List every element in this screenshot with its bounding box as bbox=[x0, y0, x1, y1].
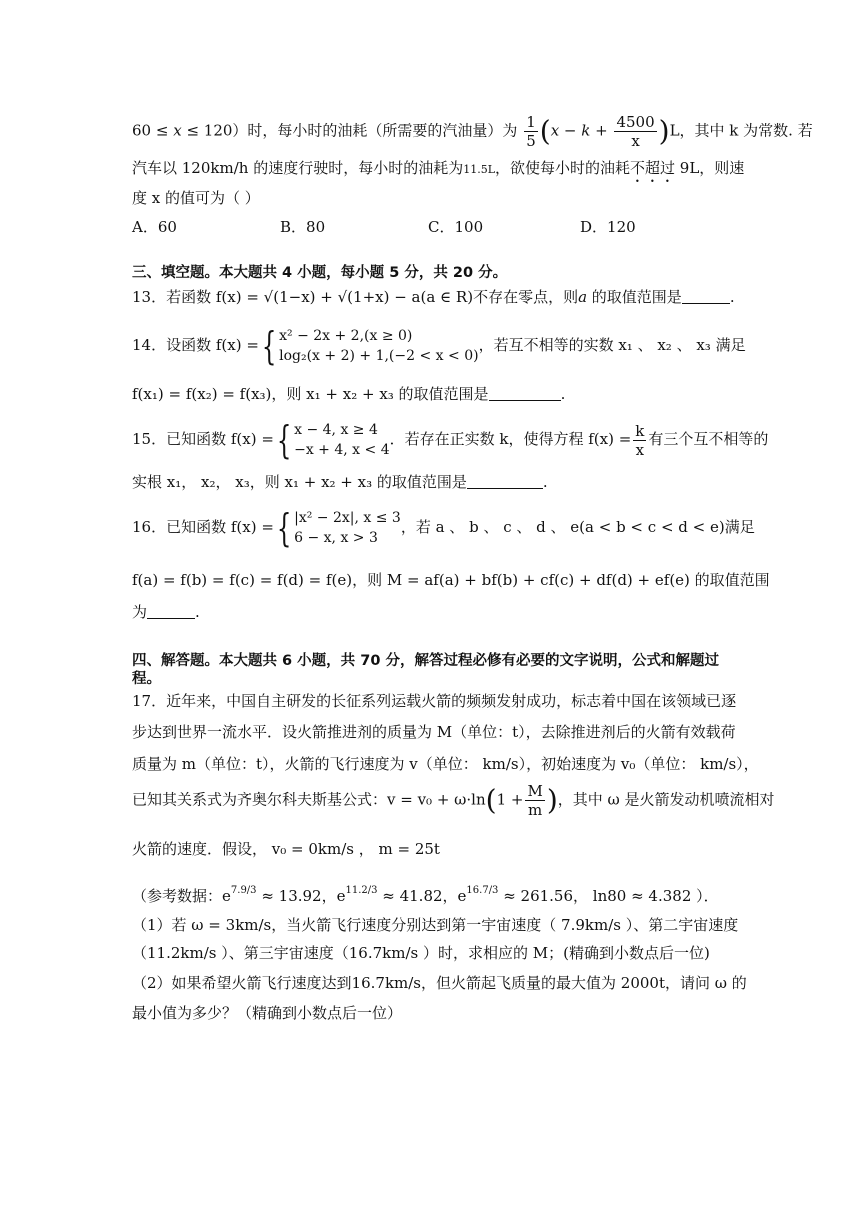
q17-ref1-base: e bbox=[222, 887, 231, 905]
q16-line2: f(a) = f(b) = f(c) = f(d) = f(e)，则 M = af(a) + bf(b) + cf(c) + df(d) + ef(e) 的取值范围 bbox=[132, 571, 770, 589]
q17-paren-open: ( bbox=[485, 783, 497, 817]
q13-period: . bbox=[729, 288, 735, 306]
q17-line1: 17．近年来，中国自主研发的长征系列运载火箭的频频发射成功，标志着中国在该领域已逐 bbox=[132, 692, 737, 710]
q17-frac bbox=[525, 782, 544, 819]
q12-line1 bbox=[132, 113, 813, 150]
q12-option-b: B．80 bbox=[280, 218, 326, 236]
q17-p2-line2: 最小值为多少？（精确到小数点后一位） bbox=[132, 1004, 403, 1022]
q17-ref4: ln80 ≈ 4.382 ）． bbox=[588, 887, 719, 905]
q17-ref2-base: e bbox=[336, 887, 346, 905]
q15-b: ．若存在正实数 k，使得方程 f(x) = bbox=[389, 430, 632, 448]
q17-line4-frac-a: 1 + bbox=[496, 790, 524, 809]
q17-p1-line1: （1）若 ω = 3km/s，当火箭飞行速度分别达到第一宇宙速度（ 7.9km/s ）、第二宇宙速度 bbox=[132, 916, 739, 934]
q12-frac1 bbox=[524, 113, 538, 150]
q15-c: 有三个互不相等的 bbox=[648, 430, 769, 448]
q12-line3: 度 x 的值可为（ ） bbox=[132, 189, 260, 207]
q17-ref bbox=[132, 880, 732, 907]
q16-period: . bbox=[195, 603, 200, 621]
q12-option-c: C．100 bbox=[428, 218, 484, 236]
q12-frac2-den: x bbox=[631, 132, 640, 150]
q14-line1 bbox=[132, 324, 746, 370]
q12-paren-open: ( bbox=[539, 114, 551, 148]
q13-a: 13．若函数 f(x) = √(1−x) + √(1+x) − a(a ∈ R)不存在零点，则 bbox=[132, 288, 579, 306]
q16-line3 bbox=[132, 601, 732, 623]
q15-period: . bbox=[542, 473, 548, 491]
q16-line1 bbox=[132, 506, 755, 552]
q14-blank bbox=[489, 384, 561, 401]
q13-c: 的取值范围是 bbox=[587, 288, 682, 306]
q17-line4-b: ，其中 ω 是火箭发动机喷流相对 bbox=[557, 790, 775, 809]
q12-line2-small: 11.5L bbox=[463, 163, 495, 176]
q17-ref3-exp: 16.7/3 bbox=[466, 885, 499, 896]
q12-option-a: A．60 bbox=[132, 218, 177, 236]
q13-blank bbox=[682, 287, 730, 304]
q15-a: 15．已知函数 f(x) = bbox=[132, 430, 274, 448]
q14-a: 14．设函数 f(x) = bbox=[132, 336, 259, 354]
q16-case2: 6 − x, x > 3 bbox=[294, 530, 378, 546]
q12-line1-d: L，其中 k 为常数. 若 bbox=[669, 121, 813, 140]
q17-ref3-base: e bbox=[457, 887, 467, 905]
q15-brace: { bbox=[276, 418, 292, 462]
q12-frac2-num: 4500 bbox=[616, 113, 655, 131]
q12-line2-b: ，欲使每小时的油耗 bbox=[495, 159, 631, 177]
q17-ref1-exp: 7.9/3 bbox=[230, 885, 257, 896]
q16-line3-text: 为 bbox=[132, 603, 148, 621]
q16-case1: |x² − 2x|, x ≤ 3 bbox=[294, 510, 401, 526]
q14-case2: log₂(x + 2) + 1,(−2 < x < 0) bbox=[279, 348, 479, 364]
q12-option-d: D．120 bbox=[580, 218, 636, 236]
q14-period: . bbox=[560, 385, 566, 403]
q17-line4-a: 已知其关系式为齐奥尔科夫斯基公式：v = v₀ + ω·ln bbox=[132, 790, 486, 809]
q15-line1 bbox=[132, 418, 769, 464]
q12-line2-dotted: 不超过 bbox=[630, 159, 676, 177]
q15-blank bbox=[467, 472, 543, 489]
q16-brace: { bbox=[276, 506, 292, 550]
q17-ref-a: （参考数据： bbox=[132, 887, 223, 905]
q13 bbox=[132, 286, 735, 308]
q12-line1-c: x − k + bbox=[550, 121, 613, 140]
q15-line2 bbox=[132, 471, 732, 493]
q12-frac1-num: 1 bbox=[526, 113, 536, 131]
q15-case1: x − 4, x ≥ 4 bbox=[294, 422, 378, 438]
q17-line5: 火箭的速度．假设， v₀ = 0km/s ， m = 25t bbox=[132, 840, 440, 858]
q14-line2-a: f(x₁) = f(x₂) = f(x₃)，则 x₁ + x₂ + x₃ 的取值范围是 bbox=[132, 385, 489, 403]
q12-frac2 bbox=[614, 113, 656, 150]
q17-line3: 质量为 m（单位：t），火箭的飞行速度为 v（单位： km/s），初始速度为 v₀（单位： km/s）， bbox=[132, 755, 759, 773]
q17-ref2-val: ≈ 41.82， bbox=[377, 887, 458, 905]
q15-case2: −x + 4, x < 4 bbox=[294, 442, 390, 458]
q17-frac-den: m bbox=[528, 801, 543, 819]
q16-cases bbox=[294, 508, 401, 548]
q14-cases bbox=[279, 326, 478, 366]
q12-line2 bbox=[132, 157, 745, 186]
q15-cases bbox=[294, 420, 390, 460]
q17-ref2-exp: 11.2/3 bbox=[345, 885, 378, 896]
q17-paren-close: ) bbox=[546, 783, 558, 817]
q17-p1-line2: （11.2km/s ）、第三宇宙速度（16.7km/s ）时，求相应的 M；(精确到小数点后一位) bbox=[132, 944, 710, 962]
q14-line2 bbox=[132, 383, 732, 405]
q14-brace: { bbox=[261, 324, 277, 368]
q17-ref3-val: ≈ 261.56， bbox=[498, 887, 589, 905]
q15-frac-num: k bbox=[635, 421, 645, 440]
q17-frac-num: M bbox=[527, 782, 543, 800]
q16-blank bbox=[147, 602, 195, 619]
q12-line2-a: 汽车以 120km/h 的速度行驶时，每小时的油耗为 bbox=[132, 159, 464, 177]
q17-line4 bbox=[132, 782, 775, 822]
q12-line1-b: ≤ 120）时，每小时的油耗（所需要的汽油量）为 bbox=[181, 121, 518, 140]
q12-line1-x: x bbox=[173, 121, 182, 140]
q15-frac-den: x bbox=[635, 440, 645, 459]
q16-b: ，若 a 、 b 、 c 、 d 、 e(a < b < c < d < e)满足 bbox=[400, 518, 755, 536]
q16-a: 16．已知函数 f(x) = bbox=[132, 518, 274, 536]
section3-title: 三、填空题。本大题共 4 小题，每小题 5 分，共 20 分。 bbox=[132, 265, 508, 281]
q12-paren-close: ) bbox=[658, 114, 670, 148]
q17-line2: 步达到世界一流水平．设火箭推进剂的质量为 M（单位：t），去除推进剂后的火箭有效载荷 bbox=[132, 723, 736, 741]
q15-line2-text: 实根 x₁， x₂， x₃，则 x₁ + x₂ + x₃ 的取值范围是 bbox=[132, 473, 467, 491]
q14-case1: x² − 2x + 2,(x ≥ 0) bbox=[279, 328, 413, 344]
q13-b: a bbox=[578, 288, 588, 306]
q17-p2-line1: （2）如果希望火箭飞行速度达到16.7km/s，但火箭起飞质量的最大值为 2000t，请问 ω 的 bbox=[132, 974, 747, 992]
q12-line2-c: 9L，则速 bbox=[675, 159, 745, 177]
q17-ref1-val: ≈ 13.92， bbox=[256, 887, 337, 905]
q12-line1-a: 60 ≤ bbox=[132, 121, 174, 140]
q12-frac1-den: 5 bbox=[526, 132, 536, 150]
q15-frac bbox=[633, 422, 646, 459]
section4-title2: 程。 bbox=[132, 671, 161, 687]
q14-b: ，若互不相等的实数 x₁ 、 x₂ 、 x₃ 满足 bbox=[478, 336, 746, 354]
section4-title1: 四、解答题。本大题共 6 小题，共 70 分，解答过程必修有必要的文字说明，公式和解题过 bbox=[132, 653, 719, 669]
